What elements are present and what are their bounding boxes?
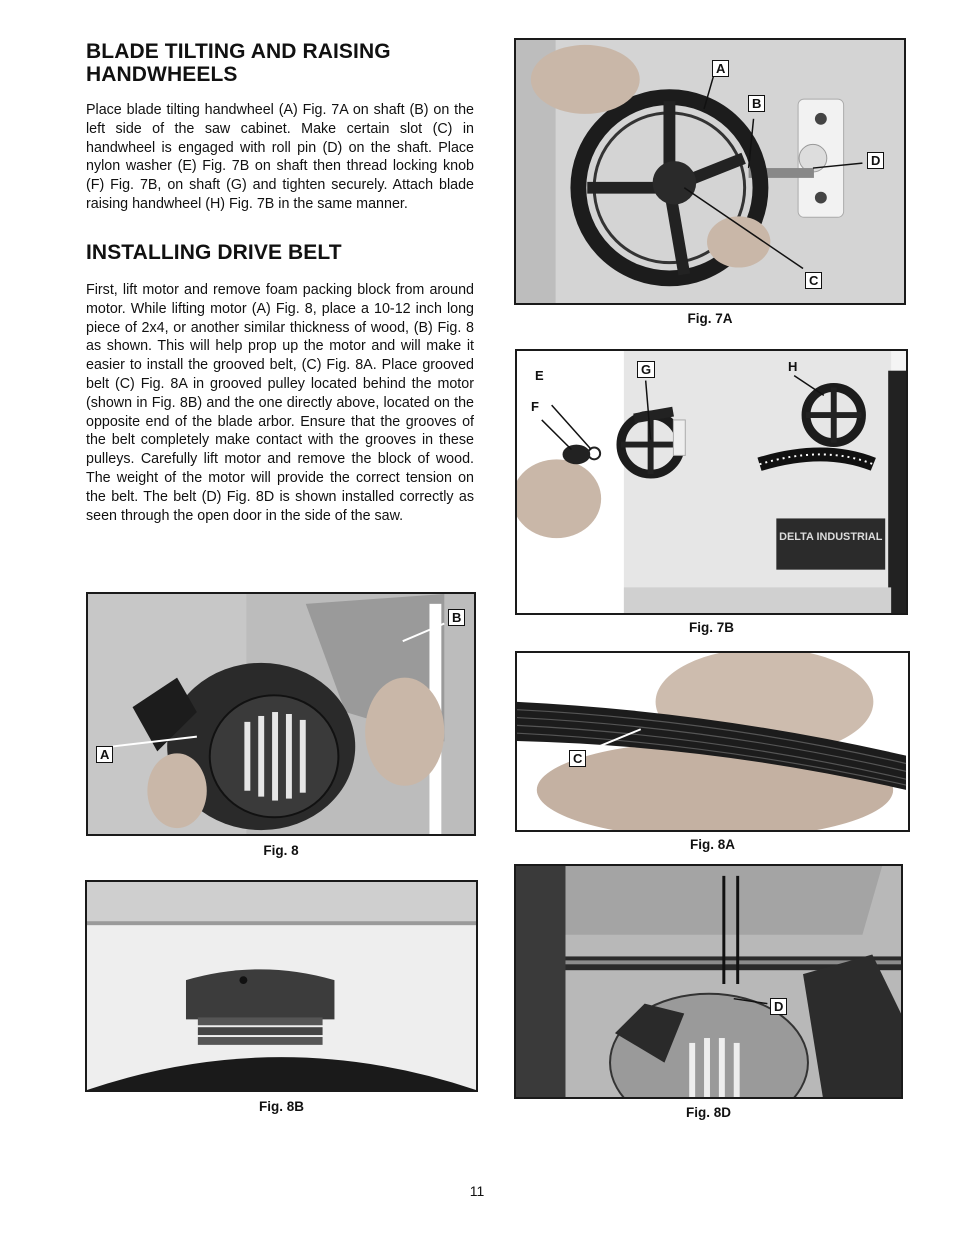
saw-cabinet-photo [517, 351, 906, 613]
callout-e: E [535, 368, 544, 383]
callout-d: D [867, 152, 884, 169]
fig-7a-photo [514, 38, 906, 305]
fig-8d-caption: Fig. 8D [685, 1105, 731, 1120]
section-title-line2: HANDWHEELS [86, 63, 238, 86]
fig-8-photo [86, 592, 476, 836]
belt-installed-photo [516, 866, 901, 1097]
section-title-tilting [86, 40, 391, 86]
callout-c: C [805, 272, 822, 289]
callout-b: B [748, 95, 765, 112]
callout-d: D [770, 998, 787, 1015]
section-title-line1: BLADE TILTING AND RAISING [86, 40, 391, 63]
callout-a: A [712, 60, 729, 77]
motor-lift-photo [88, 594, 474, 834]
fig-8b-caption: Fig. 8B [258, 1099, 304, 1114]
callout-a: A [96, 746, 113, 763]
fig-8-caption: Fig. 8 [263, 843, 299, 858]
callout-c: C [569, 750, 586, 767]
callout-b: B [448, 609, 465, 626]
delta-logo-text: DELTA INDUSTRIAL [779, 531, 883, 544]
fig-8b-photo [85, 880, 478, 1092]
fig-8a-caption: Fig. 8A [689, 837, 735, 852]
handwheel-photo [516, 40, 904, 303]
callout-h: H [788, 359, 798, 374]
callout-f: F [531, 399, 539, 414]
fig-8a-photo [515, 651, 910, 832]
page-number: 11 [469, 1183, 485, 1199]
fig-7b-photo [515, 349, 908, 615]
fig-7a-caption: Fig. 7A [687, 311, 733, 326]
tilting-instructions: Place blade tilting handwheel (A) Fig. 7A on shaft (B) on the left side of the saw cabinet. Make certain slot (C) in handwheel is engaged with roll pin (D) on the shaft. Place nylon washer (E) Fig. 7B on shaft then thread locking knob (F) Fig. 7B, on shaft (G) and tighten securely. Attach blade raising handwheel (H) Fig. 7B in the same manner. [86, 102, 474, 212]
fig-7b-caption: Fig. 7B [688, 620, 734, 635]
pulley-photo [87, 882, 476, 1090]
fig-8d-photo [514, 864, 903, 1099]
callout-g: G [637, 361, 655, 378]
section-title-belt: INSTALLING DRIVE BELT [86, 241, 342, 264]
belt-instructions: First, lift motor and remove foam packing block from around motor. While lifting motor (A) Fig. 8, place a 10-12 inch long piece of 2x4, or another similar thickness of wood, (B) Fig. 8 as shown. This will help prop up the motor and will make it easier to install the grooved belt, (C) Fig. 8A. Place grooved belt (C) Fig. 8A in grooved pulley located behind the motor (shown in Fig. 8B) and the one directly above, located on the opposite end of the blade arbor. Ensure that the grooves of the belt completely make contact with the grooves in these pulleys. Carefully lift motor and remove the block of wood. The weight of the motor will provide the correct tension on the belt. The belt (D) Fig. 8D is shown installed correctly as seen through the open door in the side of the saw. [86, 282, 474, 524]
grooved-belt-photo [517, 653, 908, 830]
